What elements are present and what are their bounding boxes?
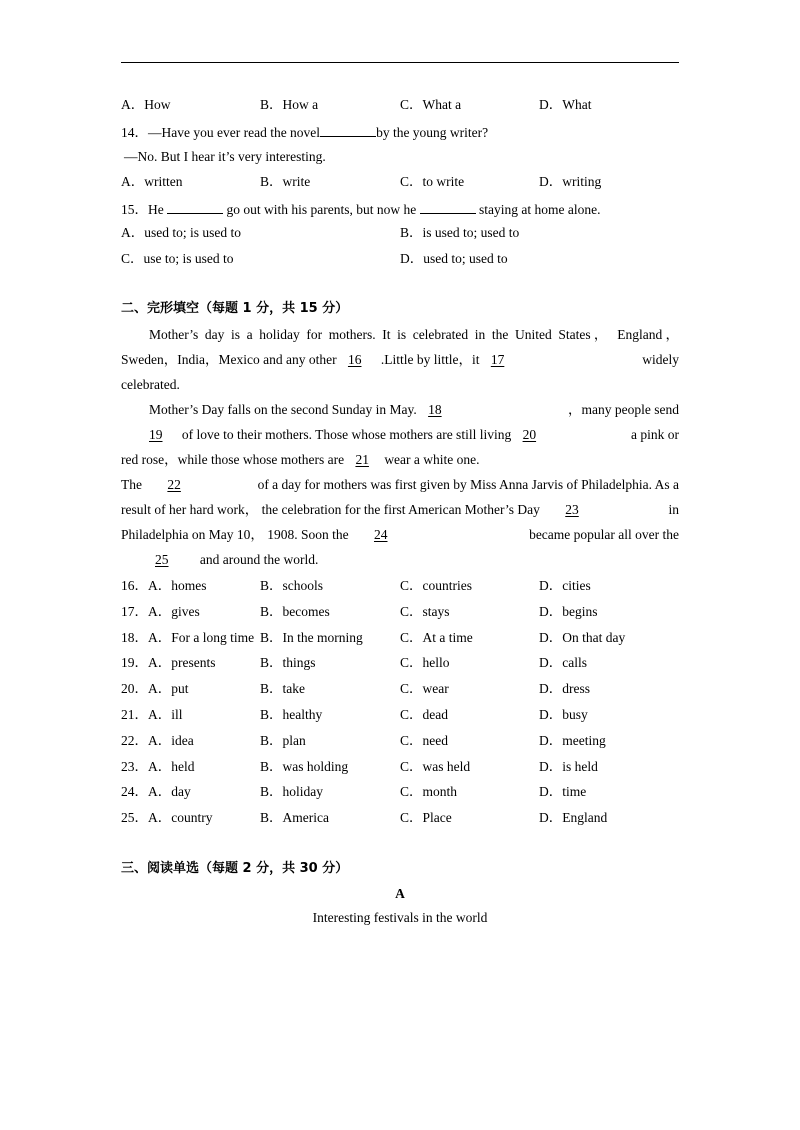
choice-option-c: C．hello	[400, 655, 450, 670]
choice-option-c: C．stays	[400, 604, 450, 619]
choice-row: 22．A．idea	[121, 733, 194, 748]
q13-option-c: C．What a	[400, 97, 462, 112]
q13-option-d: D．What	[539, 97, 592, 112]
passage-line: 19 of love to their mothers. Those whose mothers are still living 20 a pink or	[121, 426, 679, 444]
choice-option-b: B．becomes	[260, 604, 330, 619]
blank-23: 23	[565, 502, 579, 517]
q14-stem: 14．—Have you ever read the novel by the young writer?	[121, 122, 488, 142]
choice-row: 23．A．held	[121, 759, 195, 774]
choice-row: 18．A．For a long time	[121, 630, 255, 645]
passage-line: Philadelphia on May 10， 1908. Soon the 24 became popular all over the	[121, 527, 679, 542]
q15-option-d: D．used to; used to	[400, 251, 508, 266]
choice-option-b: B．schools	[260, 578, 324, 593]
choice-option-d: D．dress	[539, 681, 590, 696]
passage-line: red rose，while those whose mothers are 21 wear a white one.	[121, 452, 480, 467]
q15-option-c: C．use to; is used to	[121, 251, 234, 266]
passage-title: Interesting festivals in the world	[312, 910, 488, 925]
choice-option-d: D．calls	[539, 655, 587, 670]
choice-option-b: B．things	[260, 655, 316, 670]
section3-heading: 三、阅读单选（每题 2 分，共 30 分）	[121, 861, 349, 876]
choice-option-c: C．countries	[400, 578, 472, 593]
choice-option-c: C．was held	[400, 759, 471, 774]
choice-option-c: C．dead	[400, 707, 448, 722]
answer-blank	[320, 122, 376, 137]
answer-blank	[420, 199, 476, 214]
passage-line: Mother’s Day falls on the second Sunday in May. 18 ，many people send	[149, 402, 679, 417]
choice-option-d: D．cities	[539, 578, 591, 593]
blank-20: 20	[522, 427, 537, 442]
choice-option-c: C．Place	[400, 810, 452, 825]
choice-row: 25．A．country	[121, 810, 213, 825]
q15-option-a: A．used to; is used to	[121, 225, 241, 240]
blank-16: 16	[347, 352, 362, 367]
blank-19: 19	[149, 427, 163, 442]
choice-option-b: B．take	[260, 681, 305, 696]
choice-option-d: D．busy	[539, 707, 588, 722]
passage-line: result of her hard work， the celebration for the first American Mother’s Day 23 in	[121, 502, 679, 517]
blank-22: 22	[167, 477, 181, 492]
choice-option-b: B．healthy	[260, 707, 323, 722]
answer-blank	[167, 199, 223, 214]
q13-option-a: A．How	[121, 97, 171, 112]
choice-row: 24．A．day	[121, 784, 191, 799]
q14-option-a: A．written	[121, 174, 183, 189]
choice-option-d: D．begins	[539, 604, 598, 619]
choice-option-d: D．On that day	[539, 630, 626, 645]
choice-option-c: C．month	[400, 784, 458, 799]
choice-option-b: B．America	[260, 810, 329, 825]
choice-option-c: C．wear	[400, 681, 449, 696]
blank-18: 18	[428, 402, 442, 417]
choice-option-b: B．In the morning	[260, 630, 363, 645]
header-rule	[121, 62, 679, 63]
q15-stem: 15．He go out with his parents, but now he staying at home alone.	[121, 199, 600, 219]
choice-row: 20．A．put	[121, 681, 189, 696]
choice-row: 17．A．gives	[121, 604, 200, 619]
q14-option-b: B．write	[260, 174, 311, 189]
choice-option-d: D．England	[539, 810, 608, 825]
blank-17: 17	[490, 352, 505, 367]
choice-option-b: B．holiday	[260, 784, 323, 799]
passage-line: 25 and around the world.	[121, 551, 318, 569]
choice-option-d: D．meeting	[539, 733, 606, 748]
passage-line: celebrated.	[121, 377, 180, 392]
choice-row: 21．A．ill	[121, 707, 183, 722]
section2-heading: 二、完形填空（每题 1 分，共 15 分）	[121, 301, 349, 316]
q14-reply: —No. But I hear it’s very interesting.	[124, 149, 326, 164]
choice-option-c: C．need	[400, 733, 448, 748]
choice-option-d: D．time	[539, 784, 587, 799]
choice-option-d: D．is held	[539, 759, 598, 774]
choice-row: 19．A．presents	[121, 655, 216, 670]
passage-letter: A	[395, 886, 405, 901]
q14-option-c: C．to write	[400, 174, 465, 189]
q15-option-b: B．is used to; used to	[400, 225, 520, 240]
choice-option-c: C．At a time	[400, 630, 473, 645]
choice-option-b: B．plan	[260, 733, 306, 748]
q13-option-b: B．How a	[260, 97, 319, 112]
choice-row: 16．A．homes	[121, 578, 207, 593]
q14-option-d: D．writing	[539, 174, 602, 189]
blank-25: 25	[155, 552, 169, 567]
passage-line: Sweden，India，Mexico and any other 16 .Little by little，it 17 widely	[121, 352, 679, 367]
passage-line: The 22 of a day for mothers was first given by Miss Anna Jarvis of Philadelphia. As a	[121, 477, 679, 492]
blank-21: 21	[355, 452, 369, 467]
passage-line: Mother’s day is a holiday for mothers. It is celebrated in the United States， England，	[149, 327, 679, 342]
choice-option-b: B．was holding	[260, 759, 349, 774]
blank-24: 24	[373, 527, 388, 542]
